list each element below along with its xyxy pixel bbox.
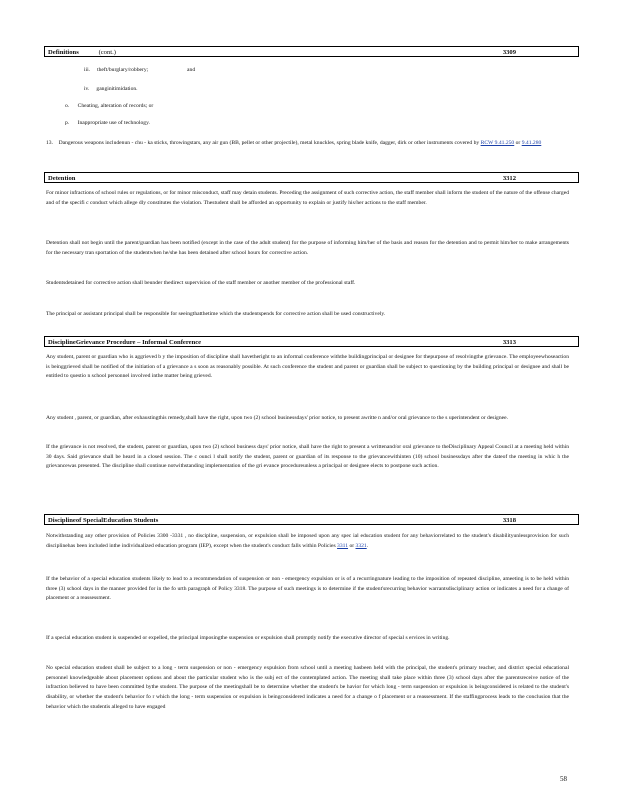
rcw-link[interactable]: RCW 9.41.250	[480, 140, 515, 146]
list-text: ganginitimidation.	[96, 86, 138, 92]
page-number: 58	[560, 775, 567, 783]
section-title: Definitions	[48, 49, 79, 56]
paragraph: The principal or assistant principal shall be responsible for seeingthatthetime which the studentspends for corrective action shall be used constructively.	[46, 311, 386, 317]
list-item-13	[46, 139, 569, 149]
section-title: DisciplineGrievance Procedure – Informal Conference	[48, 339, 202, 346]
section-number: 3313	[502, 339, 516, 346]
section-header-special-education	[44, 514, 579, 525]
section-number: 3318	[502, 517, 516, 524]
list-marker: iv.	[84, 86, 90, 92]
paragraph: Detention shall not begin until the parent/guardian has been notified (except in the case of the adult student) for the purpose of informing him/her of the basis and reason for the detention and to permit him/her to make arrangements for the necessary tran sportation of the studentwhen he/she has been detained after school hours for corrective action.	[46, 240, 569, 256]
section-title: Disciplineof SpecialEducation Students	[48, 517, 159, 524]
paragraph: Any student , parent, or guardian, after exhaustingthis remedy,shall have the right, upon two (2) school businessdays' prior notice, to present awritte n and/or oral grievance to the s uperintendent or designee.	[46, 415, 509, 421]
paragraph-connector: or	[349, 542, 355, 549]
section-header-grievance	[44, 336, 579, 347]
paragraph: Studentsdetained for corrective action shall beunder thedirect supervision of the staff member or another member of the professional staff.	[46, 280, 356, 286]
policy-link-3311[interactable]: 3311	[337, 542, 349, 549]
paragraph: If the grievance is not resolved, the student, parent or guardian, upon two (2) school business days' prior notice, shall have the right to present a writtenand/or oral grievance to theDisciplinary Appeal Council at a meeting held within 30 days. Said grievance shall be heard in a closed session. The c ounci l shall notify the student, parent or guardian of its response to the grievancewithinten (10) school businessdays after the dateof the meeting in whic h the grievancewas presented. The discipline shall continue notwithstanding implementation of the gri evance procedureunless a principal or designee elects to postpone such action.	[46, 444, 569, 470]
paragraph: Any student, parent or guardian who is aggrieved b y the imposition of discipline shall havetheright to an informal conference withthe buildingprincipal or designee for thepurpose of resolvingthe grievance. The employeewhoseaction is beinggrieved shall be notified of the initiation of a grievance a s soon as reasonably possible. At such conference the student and parent or guardian shall be subject to questioning by the building principal or designee and shall be entitled to questio n school personnel involved inthe matter being grieved.	[46, 354, 569, 380]
list-tail: and	[187, 67, 196, 73]
section-number: 3312	[502, 175, 516, 182]
list-marker: p.	[65, 120, 70, 126]
section-number: 3309	[502, 49, 516, 56]
list-item	[65, 119, 150, 129]
paragraph: No special education student shall be subject to a long - term suspension or non - emergency expulsion from school until a meeting hasbeen held with the principal, the student's primary teacher, and district special educational personnel knowledgeable about placement options and about the particular student who is the subj ect of the contemplated action. The meeting shall take place within three (3) school days after the parentsreceive notice of the infraction believed to have been committed bythe student. The purpose of the meetingshall be to determine whether the student's be havior for which long - term suspension or expulsion is beingconsidered is related to the student's disability, or whether the student's behavior fo r which the long - term suspension or expulsion is beingconsidered indicates a need for a change o f placement or a reassessment. If the staffingprocess leads to the conclusion that the behavior which the studentis alleged to have engaged	[46, 665, 569, 710]
list-connector: or	[515, 140, 521, 146]
list-item	[84, 66, 195, 76]
section-header-definitions	[44, 46, 579, 57]
list-marker: o.	[65, 103, 70, 109]
paragraph-text: Notwithstanding any other provision of Policies 3300 -3331 , no discipline, suspension, or expulsion shall be imposed upon any spec ial education student for any behaviorrelated to the student's disabilityunlessprovision for such disciplinehas been included inthe individualized education program (IEP), except when the student's conduct falls within Policies	[46, 533, 569, 549]
paragraph: If the behavior of a special education students likely to lead to a recommendation of suspension or non - emergency expulsion or is of a recurringnature leading to the imposition of repeated discipline, ameeting is to be held within three (3) school days in the manner provided for in the fo urth paragraph of Policy 3318. The purpose of such meetings is to determine if the student'srecurring behavior warrantsdisciplinary action or indicates a need for a change of placement or a reassessment.	[46, 576, 569, 602]
list-text: Cheating, alteration of records; or	[77, 103, 154, 109]
list-marker: iii.	[84, 67, 91, 73]
section-title: Detention	[48, 175, 76, 182]
paragraph-end: .	[366, 542, 369, 549]
list-item	[65, 102, 153, 112]
section-header-detention	[44, 172, 579, 183]
paragraph	[46, 532, 569, 551]
paragraph: For minor infractions of school rules or regulations, or for minor misconduct, staff may detain students. Preceding the assignment of such corrective action, the staff member shall inform the student of the nature of the offense charged and of the specifi c conduct which allege dly constitutes the violation. Thestudent shall be afforded an opportunity to explain or justify his/her actions to the staff member.	[46, 190, 569, 206]
list-text: theft/burglary/robbery;	[97, 67, 149, 73]
list-text: Dangerous weapons includenun - chu - ka sticks, throwingstars, any air gun (BB, pellet or other projectile), metal knuckles, spring blade knife, dagger, dirk or other instruments covered by	[58, 140, 480, 146]
rcw-link-2[interactable]: 9.41.280	[521, 140, 542, 146]
policy-link-3321[interactable]: 3321	[355, 542, 367, 549]
list-text: Inappropriate use of technology.	[77, 120, 150, 126]
list-marker: 13.	[46, 140, 53, 146]
paragraph: If a special education student is suspended or expelled, the principal imposingthe suspension or expulsion shall promptly notify the executive director of special s ervices in writing.	[46, 635, 450, 641]
section-subtitle: (cont.)	[98, 49, 116, 56]
list-item	[84, 85, 138, 95]
